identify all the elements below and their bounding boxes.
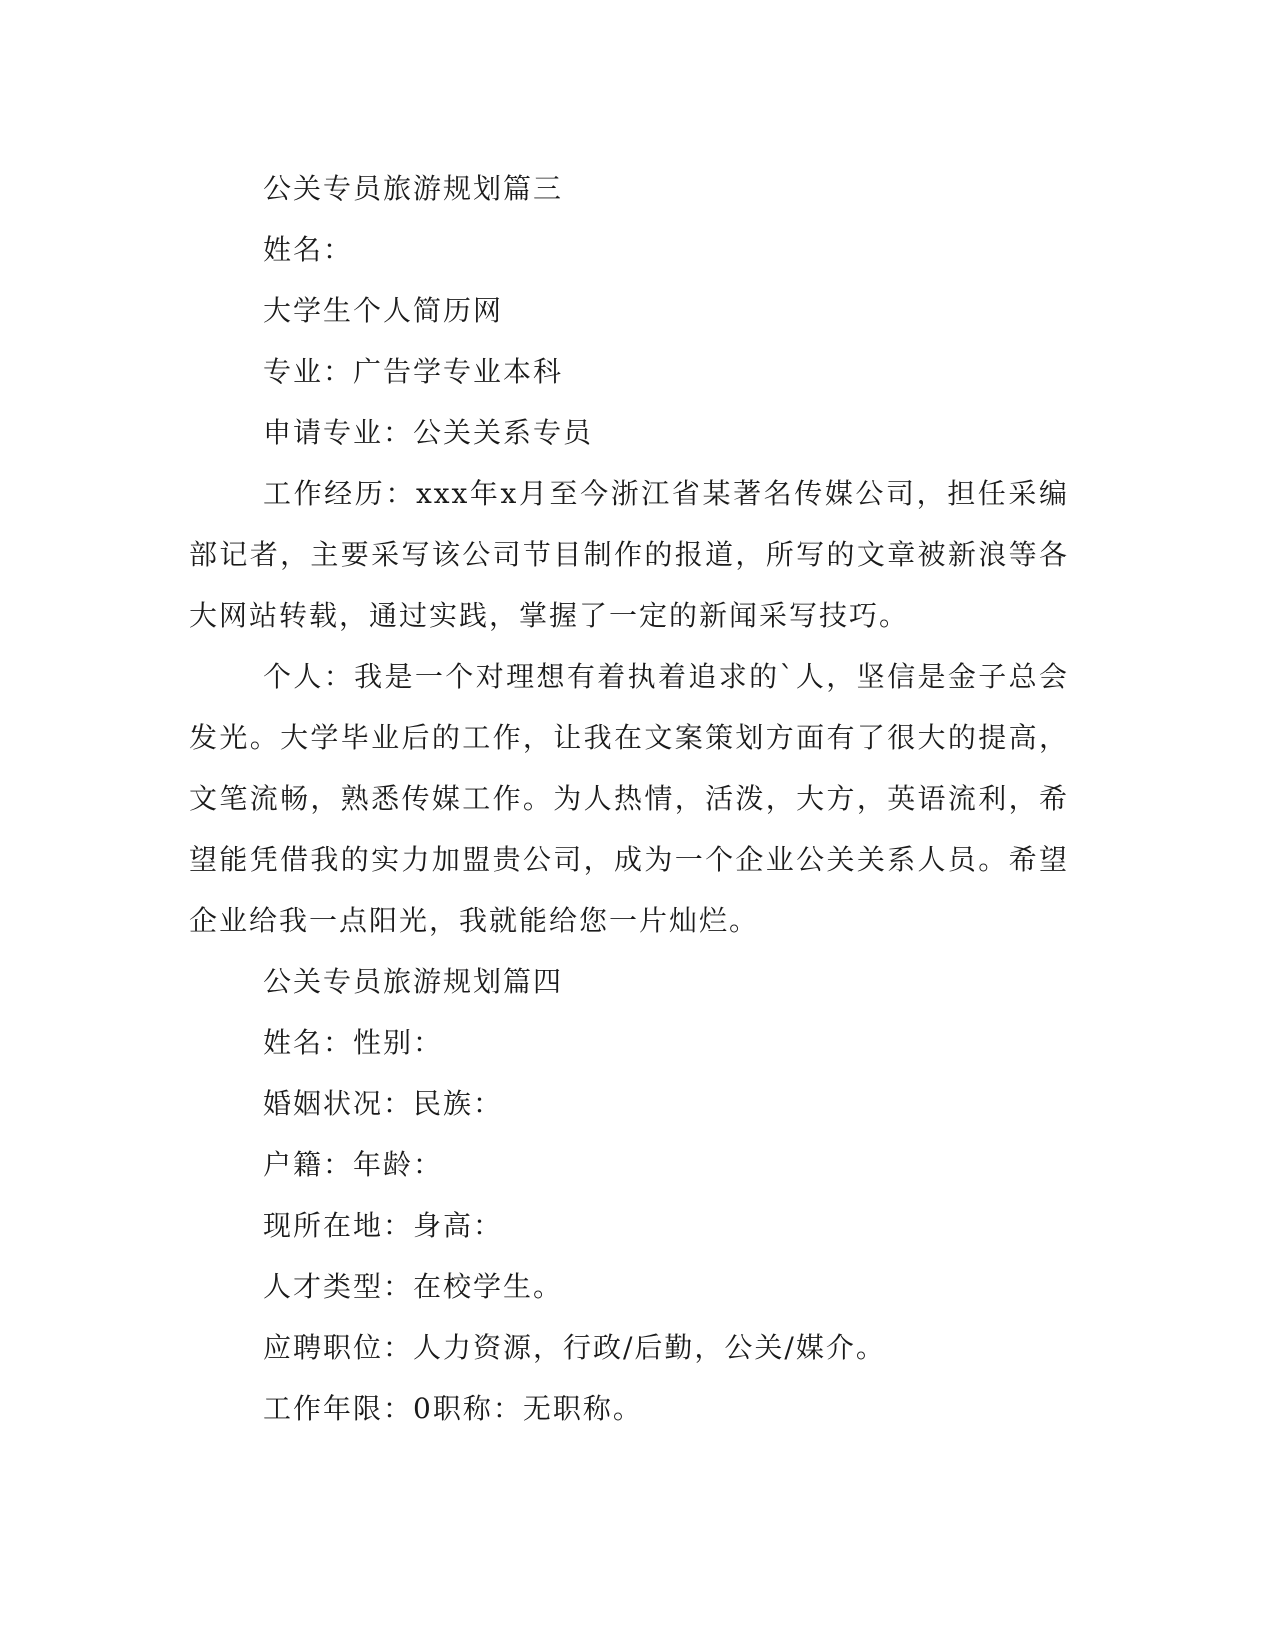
work-years-title-field: 工作年限：0职称：无职称。 [263, 1392, 643, 1425]
marital-ethnicity-field: 婚姻状况：民族： [263, 1087, 504, 1120]
major-field: 专业：广告学专业本科 [263, 355, 564, 388]
apply-major-field: 申请专业：公关关系专员 [263, 416, 594, 449]
section-heading-3: 公关专员旅游规划篇三 [263, 172, 564, 205]
applied-position-field: 应聘职位：人力资源，行政/后勤，公关/媒介。 [263, 1331, 886, 1364]
household-age-field: 户籍：年龄： [263, 1148, 444, 1181]
personal-paragraph: 个人：我是一个对理想有着执着追求的`人，坚信是金子总会发光。大学毕业后的工作，让我在文案策划方面有了很大的提高，文笔流畅，熟悉传媒工作。为人热情，活泼，大方，英语流利，希望能凭借我的实力加盟贵公司，成为一个企业公关关系人员。希望企业给我一点阳光，我就能给您一片灿烂。 [189, 660, 1069, 937]
name-gender-field: 姓名：性别： [263, 1026, 444, 1059]
talent-type-field: 人才类型：在校学生。 [263, 1270, 564, 1303]
source-line: 大学生个人简历网 [263, 294, 504, 327]
section-heading-4: 公关专员旅游规划篇四 [263, 965, 564, 998]
work-experience-paragraph: 工作经历：xxx年x月至今浙江省某著名传媒公司，担任采编部记者，主要采写该公司节目制作的报道，所写的文章被新浪等各大网站转载，通过实践，掌握了一定的新闻采写技巧。 [189, 477, 1069, 632]
location-height-field: 现所在地：身高： [263, 1209, 504, 1242]
name-field: 姓名： [263, 233, 354, 266]
document-body [189, 158, 1069, 1439]
